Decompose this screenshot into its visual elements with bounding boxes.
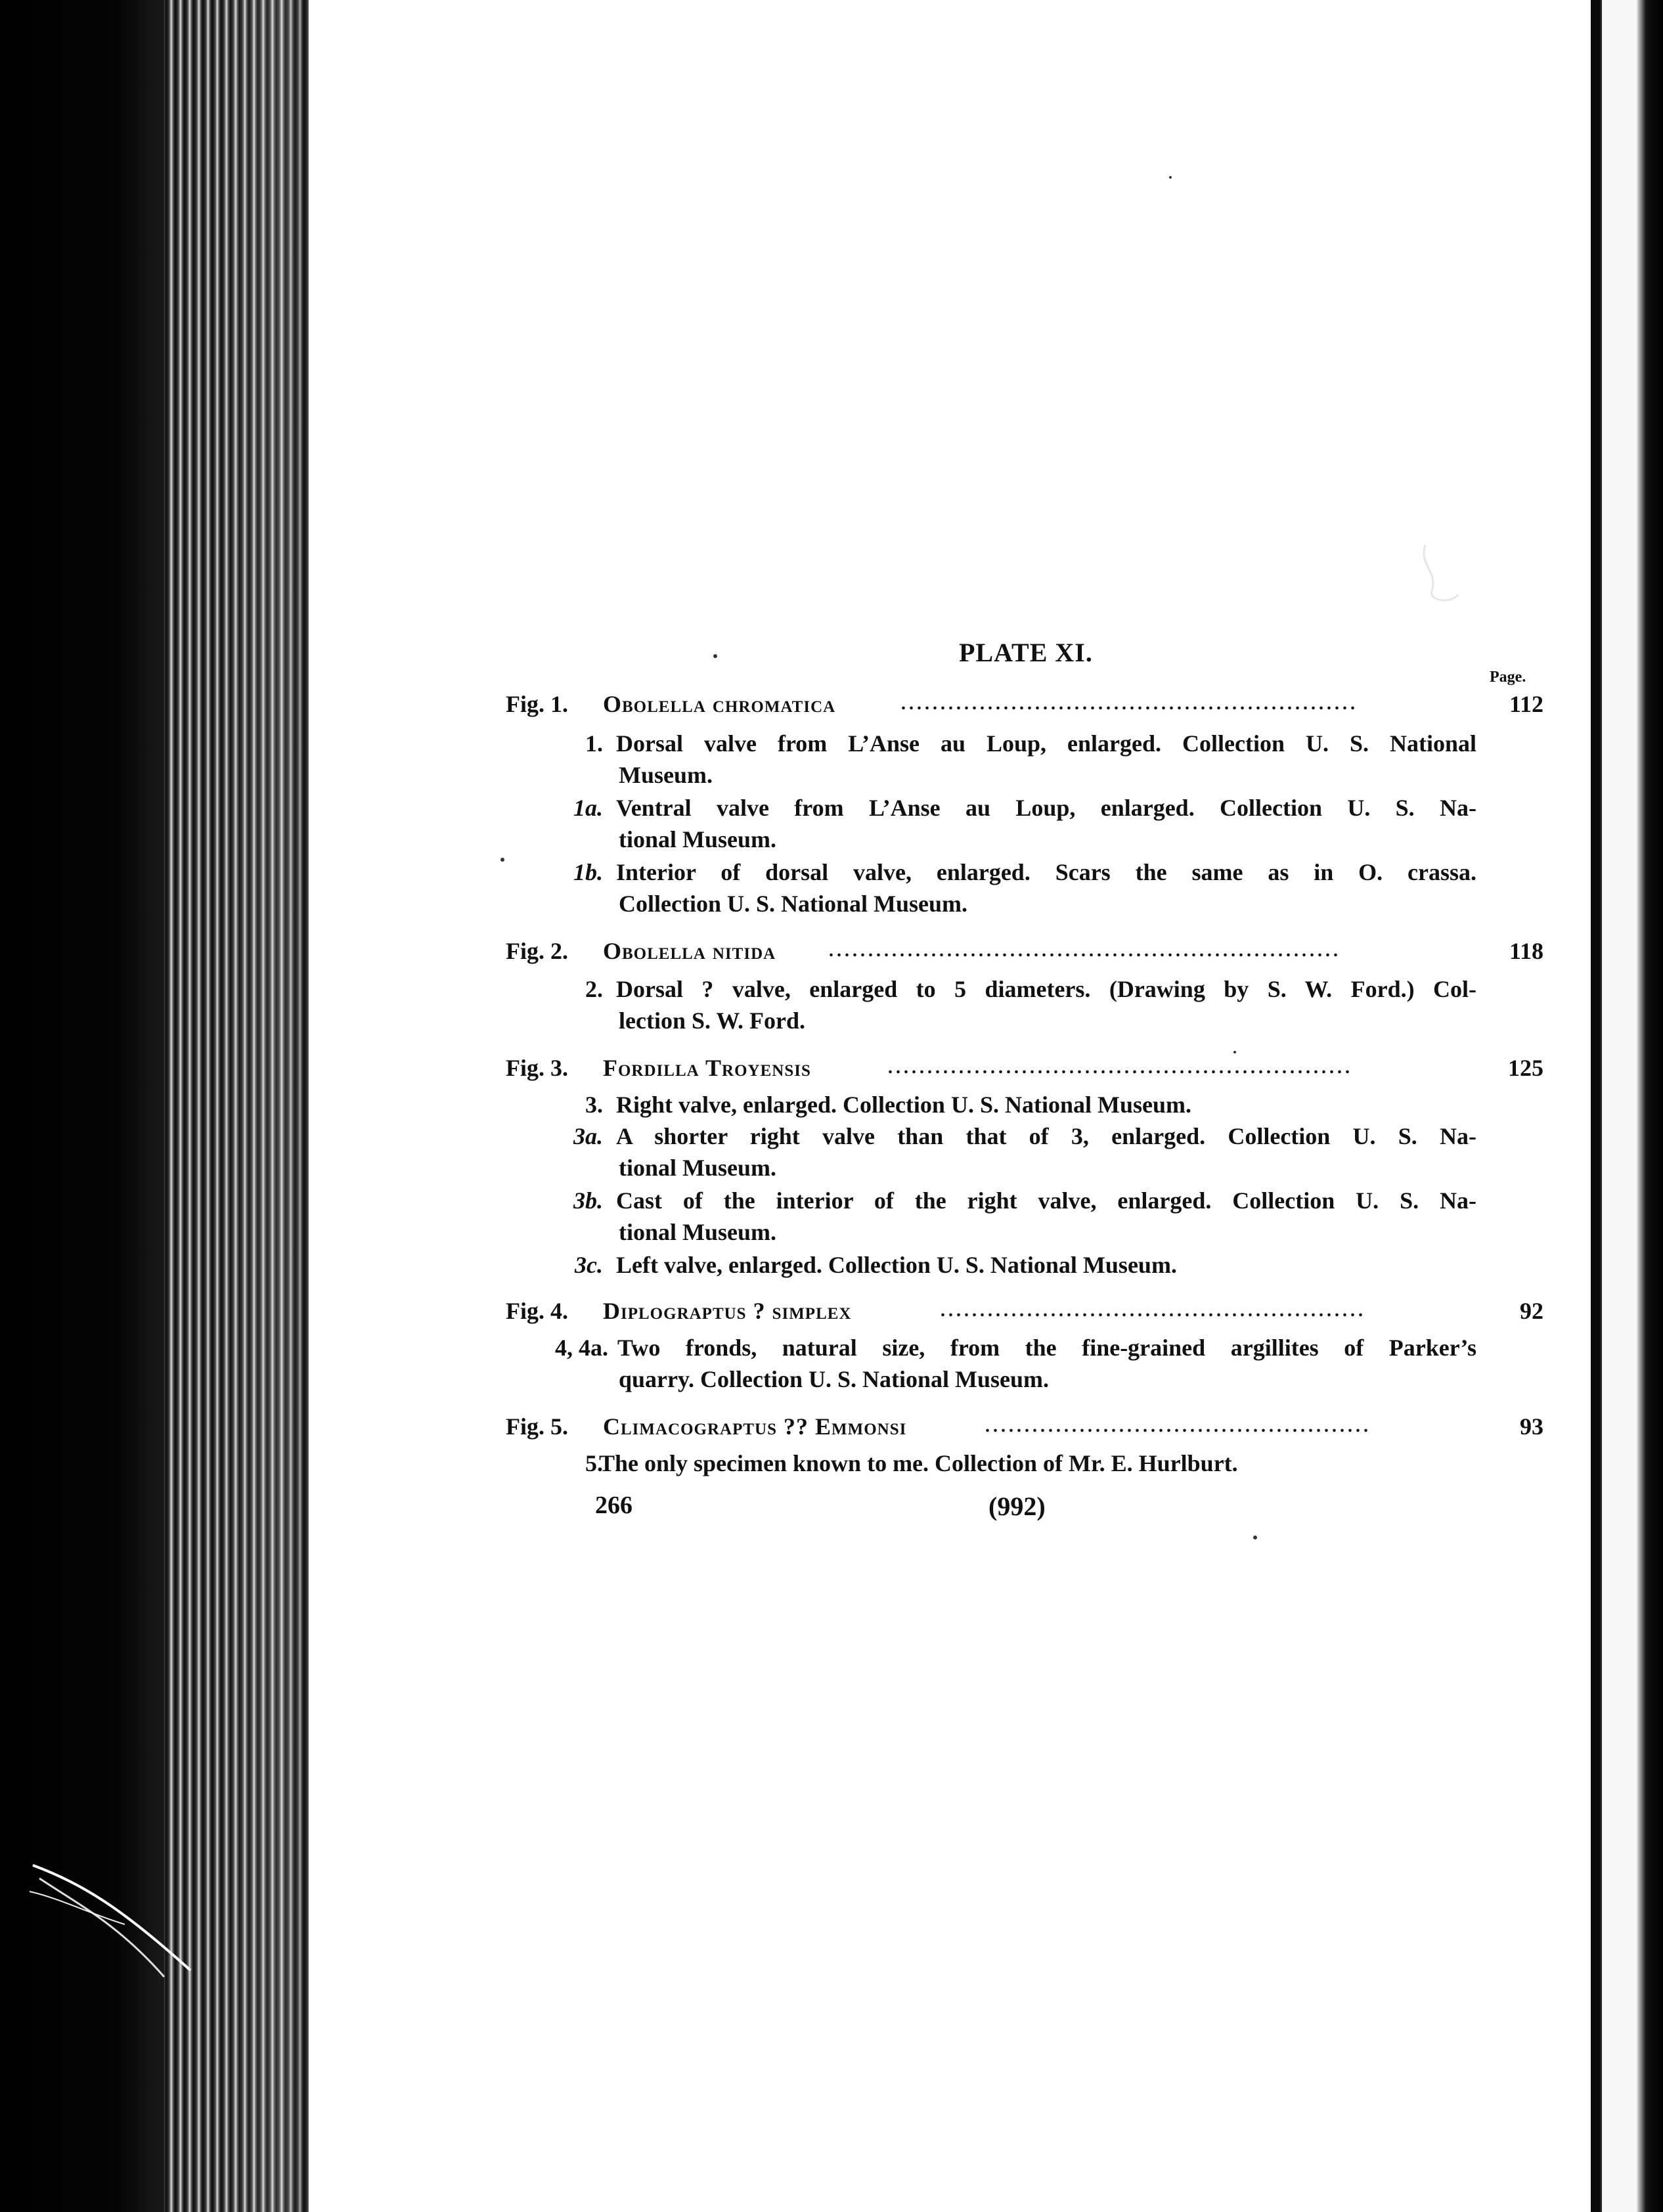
item-description: The only specimen known to me. Collection of Mr. E. Hurlburt. (599, 1450, 1238, 1476)
footer-page-number: 266 (595, 1492, 632, 1519)
item-number: 3a. (573, 1123, 603, 1149)
item-number: 3b. (573, 1187, 603, 1214)
item-description: Cast of the interior of the right valve, enlarged. Collection U. S. Na- (616, 1187, 1476, 1214)
figure-item-continuation (0, 759, 1663, 791)
item-description-continued: tional Museum. (619, 1155, 777, 1181)
figure-heading (0, 1295, 1663, 1327)
item-number: 4, 4a. (555, 1335, 608, 1361)
item-description-continued: Collection U. S. National Museum. (619, 891, 967, 917)
figure-item (0, 1249, 1663, 1281)
species-name-text: Fordilla Troyensis (603, 1055, 811, 1081)
item-description: Two fronds, natural size, from the fine-grained argillites of Parker’s (617, 1335, 1476, 1361)
figure-item (0, 792, 1663, 824)
item-description: Right valve, enlarged. Collection U. S. National Museum. (616, 1092, 1191, 1118)
figure-label: Fig. 3. (506, 1055, 568, 1081)
item-number: 1. (585, 730, 603, 757)
plate-title: PLATE XI. (959, 638, 1093, 667)
item-description-continued: lection S. W. Ford. (619, 1007, 806, 1034)
figure-page-number: 93 (1520, 1413, 1543, 1440)
figure-page-number: 92 (1520, 1298, 1543, 1324)
species-name-text: Obolella nitida (603, 938, 776, 964)
figure-label: Fig. 5. (506, 1413, 568, 1440)
figure-item (0, 1120, 1663, 1152)
figure-label: Fig. 4. (506, 1298, 568, 1324)
figure-item-continuation (0, 888, 1663, 919)
figure-label: Fig. 2. (506, 938, 568, 964)
figure-item (0, 1089, 1663, 1120)
item-description: Interior of dorsal valve, enlarged. Scars the same as in O. crassa. (616, 859, 1476, 885)
item-number: 2. (585, 976, 603, 1002)
item-number: 1b. (573, 859, 603, 885)
figure-page-number: 125 (1508, 1055, 1543, 1081)
species-name-text: Diplograptus ? simplex (603, 1298, 852, 1324)
figure-page-number: 118 (1509, 938, 1543, 964)
item-number: 3. (585, 1092, 603, 1118)
leader-dots: ................................................................. (829, 940, 1341, 961)
figure-item (0, 973, 1663, 1005)
figure-species-name (603, 1052, 811, 1086)
item-description: Dorsal ? valve, enlarged to 5 diameters. (Drawing by S. W. Ford.) Col- (616, 976, 1476, 1002)
item-description-continued: tional Museum. (619, 826, 777, 852)
figure-page-number: 112 (1509, 691, 1543, 717)
leader-dots: ................................................. (985, 1416, 1371, 1436)
figure-item (0, 856, 1663, 888)
item-number: 3c. (575, 1252, 603, 1278)
item-number: 5. (585, 1450, 603, 1476)
figure-item (0, 1332, 1663, 1363)
figure-species-name (603, 1295, 851, 1329)
figure-label: Fig. 1. (506, 691, 568, 717)
figure-item-continuation (0, 1005, 1663, 1036)
species-name-text: Climacograptus ?? Emmonsi (603, 1413, 907, 1440)
figure-item-continuation (0, 1152, 1663, 1183)
item-description: Dorsal valve from L’Anse au Loup, enlarged. Collection U. S. National (616, 730, 1476, 757)
item-description: Ventral valve from L’Anse au Loup, enlarged. Collection U. S. Na- (616, 795, 1476, 821)
item-description: Left valve, enlarged. Collection U. S. National Museum. (616, 1252, 1177, 1278)
item-description: A shorter right valve than that of 3, enlarged. Collection U. S. Na- (616, 1123, 1476, 1149)
figure-item-continuation (0, 1216, 1663, 1248)
species-name-text: Obolella chromatica (603, 691, 836, 717)
figure-item-continuation (0, 1363, 1663, 1395)
figure-item-continuation (0, 824, 1663, 855)
item-number: 1a. (573, 795, 603, 821)
figure-heading (0, 1052, 1663, 1084)
leader-dots: ........................................................... (888, 1057, 1353, 1078)
figure-heading (0, 935, 1663, 967)
figure-heading (0, 688, 1663, 720)
item-description-continued: Museum. (619, 762, 713, 788)
footer-original-page-number: (992) (988, 1492, 1046, 1521)
item-description-continued: tional Museum. (619, 1219, 777, 1245)
leader-dots: ...................................................... (941, 1300, 1366, 1321)
figure-species-name (603, 1411, 906, 1445)
item-description-continued: quarry. Collection U. S. National Museum. (619, 1366, 1050, 1392)
leader-dots: .......................................................... (901, 694, 1358, 714)
page-column-header: Page. (1490, 669, 1526, 686)
figure-item (0, 1448, 1663, 1479)
figure-species-name (603, 688, 835, 722)
figure-species-name (603, 935, 776, 969)
figure-heading (0, 1411, 1663, 1442)
figure-item (0, 1185, 1663, 1216)
figure-item (0, 728, 1663, 759)
